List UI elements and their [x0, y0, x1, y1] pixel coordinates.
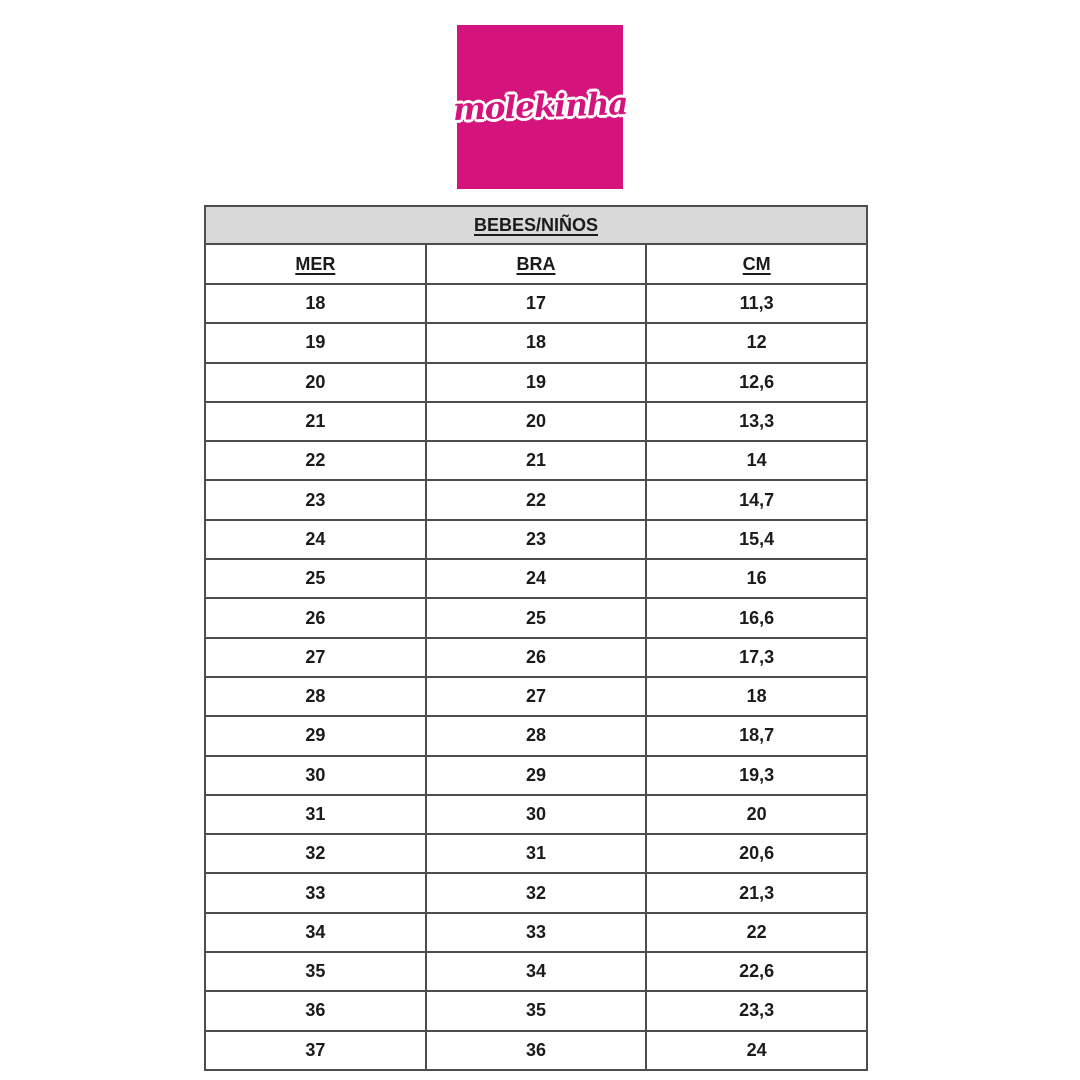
table-cell-cm: 11,3 — [646, 284, 867, 323]
table-cell-bra: 25 — [426, 598, 647, 637]
table-cell-mer: 31 — [205, 795, 426, 834]
table-cell-bra: 24 — [426, 559, 647, 598]
table-cell-mer: 35 — [205, 952, 426, 991]
brand-logo — [452, 25, 628, 189]
table-row — [205, 284, 867, 323]
table-cell-bra: 35 — [426, 991, 647, 1030]
table-cell-bra: 31 — [426, 834, 647, 873]
table-cell-bra: 23 — [426, 520, 647, 559]
table-row — [205, 323, 867, 362]
brand-logo-text: molekinha — [452, 85, 628, 129]
table-cell-mer: 32 — [205, 834, 426, 873]
table-cell-bra: 30 — [426, 795, 647, 834]
table-cell-mer: 34 — [205, 913, 426, 952]
table-row — [205, 480, 867, 519]
table-title-cell — [205, 206, 867, 244]
table-cell-cm: 12,6 — [646, 363, 867, 402]
table-row — [205, 363, 867, 402]
table-cell-mer: 24 — [205, 520, 426, 559]
table-cell-mer: 20 — [205, 363, 426, 402]
table-cell-mer: 29 — [205, 716, 426, 755]
table-cell-bra: 27 — [426, 677, 647, 716]
table-cell-cm: 14,7 — [646, 480, 867, 519]
table-cell-mer: 33 — [205, 873, 426, 912]
table-cell-cm: 21,3 — [646, 873, 867, 912]
table-cell-cm: 12 — [646, 323, 867, 362]
table-cell-mer: 23 — [205, 480, 426, 519]
table-cell-mer: 21 — [205, 402, 426, 441]
table-cell-bra: 17 — [426, 284, 647, 323]
table-cell-cm: 22 — [646, 913, 867, 952]
table-cell-cm: 22,6 — [646, 952, 867, 991]
table-cell-cm: 16,6 — [646, 598, 867, 637]
table-row — [205, 834, 867, 873]
table-cell-mer: 37 — [205, 1031, 426, 1070]
table-cell-bra: 18 — [426, 323, 647, 362]
table-cell-bra: 33 — [426, 913, 647, 952]
table-cell-bra: 32 — [426, 873, 647, 912]
table-row — [205, 913, 867, 952]
table-row — [205, 677, 867, 716]
table-cell-bra: 26 — [426, 638, 647, 677]
table-cell-cm: 17,3 — [646, 638, 867, 677]
column-header-cm: CM — [646, 244, 867, 284]
table-cell-mer: 36 — [205, 991, 426, 1030]
table-row — [205, 520, 867, 559]
table-cell-bra: 28 — [426, 716, 647, 755]
table-row — [205, 795, 867, 834]
table-row — [205, 952, 867, 991]
table-cell-cm: 19,3 — [646, 756, 867, 795]
table-cell-cm: 14 — [646, 441, 867, 480]
table-cell-mer: 22 — [205, 441, 426, 480]
table-cell-bra: 22 — [426, 480, 647, 519]
table-row — [205, 402, 867, 441]
table-cell-mer: 30 — [205, 756, 426, 795]
table-row — [205, 991, 867, 1030]
table-cell-bra: 21 — [426, 441, 647, 480]
table-cell-cm: 24 — [646, 1031, 867, 1070]
table-cell-cm: 15,4 — [646, 520, 867, 559]
column-header-mer: MER — [205, 244, 426, 284]
table-cell-mer: 19 — [205, 323, 426, 362]
table-row — [205, 873, 867, 912]
table-row — [205, 638, 867, 677]
table-cell-cm: 18,7 — [646, 716, 867, 755]
table-row — [205, 1031, 867, 1070]
column-header-bra: BRA — [426, 244, 647, 284]
table-row — [205, 441, 867, 480]
table-row — [205, 559, 867, 598]
table-cell-cm: 23,3 — [646, 991, 867, 1030]
table-cell-cm: 18 — [646, 677, 867, 716]
size-chart-table — [204, 205, 868, 1071]
table-cell-bra: 36 — [426, 1031, 647, 1070]
table-cell-mer: 26 — [205, 598, 426, 637]
table-cell-mer: 28 — [205, 677, 426, 716]
table-cell-bra: 29 — [426, 756, 647, 795]
table-row — [205, 716, 867, 755]
table-cell-bra: 19 — [426, 363, 647, 402]
table-title-row — [205, 206, 867, 244]
table-cell-bra: 20 — [426, 402, 647, 441]
table-cell-mer: 25 — [205, 559, 426, 598]
table-cell-cm: 20,6 — [646, 834, 867, 873]
table-cell-cm: 16 — [646, 559, 867, 598]
table-title: BEBES/NIÑOS — [473, 214, 599, 235]
table-row — [205, 598, 867, 637]
table-cell-mer: 27 — [205, 638, 426, 677]
table-header-row — [205, 244, 867, 284]
table-cell-cm: 20 — [646, 795, 867, 834]
table-cell-cm: 13,3 — [646, 402, 867, 441]
table-row — [205, 756, 867, 795]
table-body — [205, 284, 867, 1070]
table-cell-bra: 34 — [426, 952, 647, 991]
table-cell-mer: 18 — [205, 284, 426, 323]
